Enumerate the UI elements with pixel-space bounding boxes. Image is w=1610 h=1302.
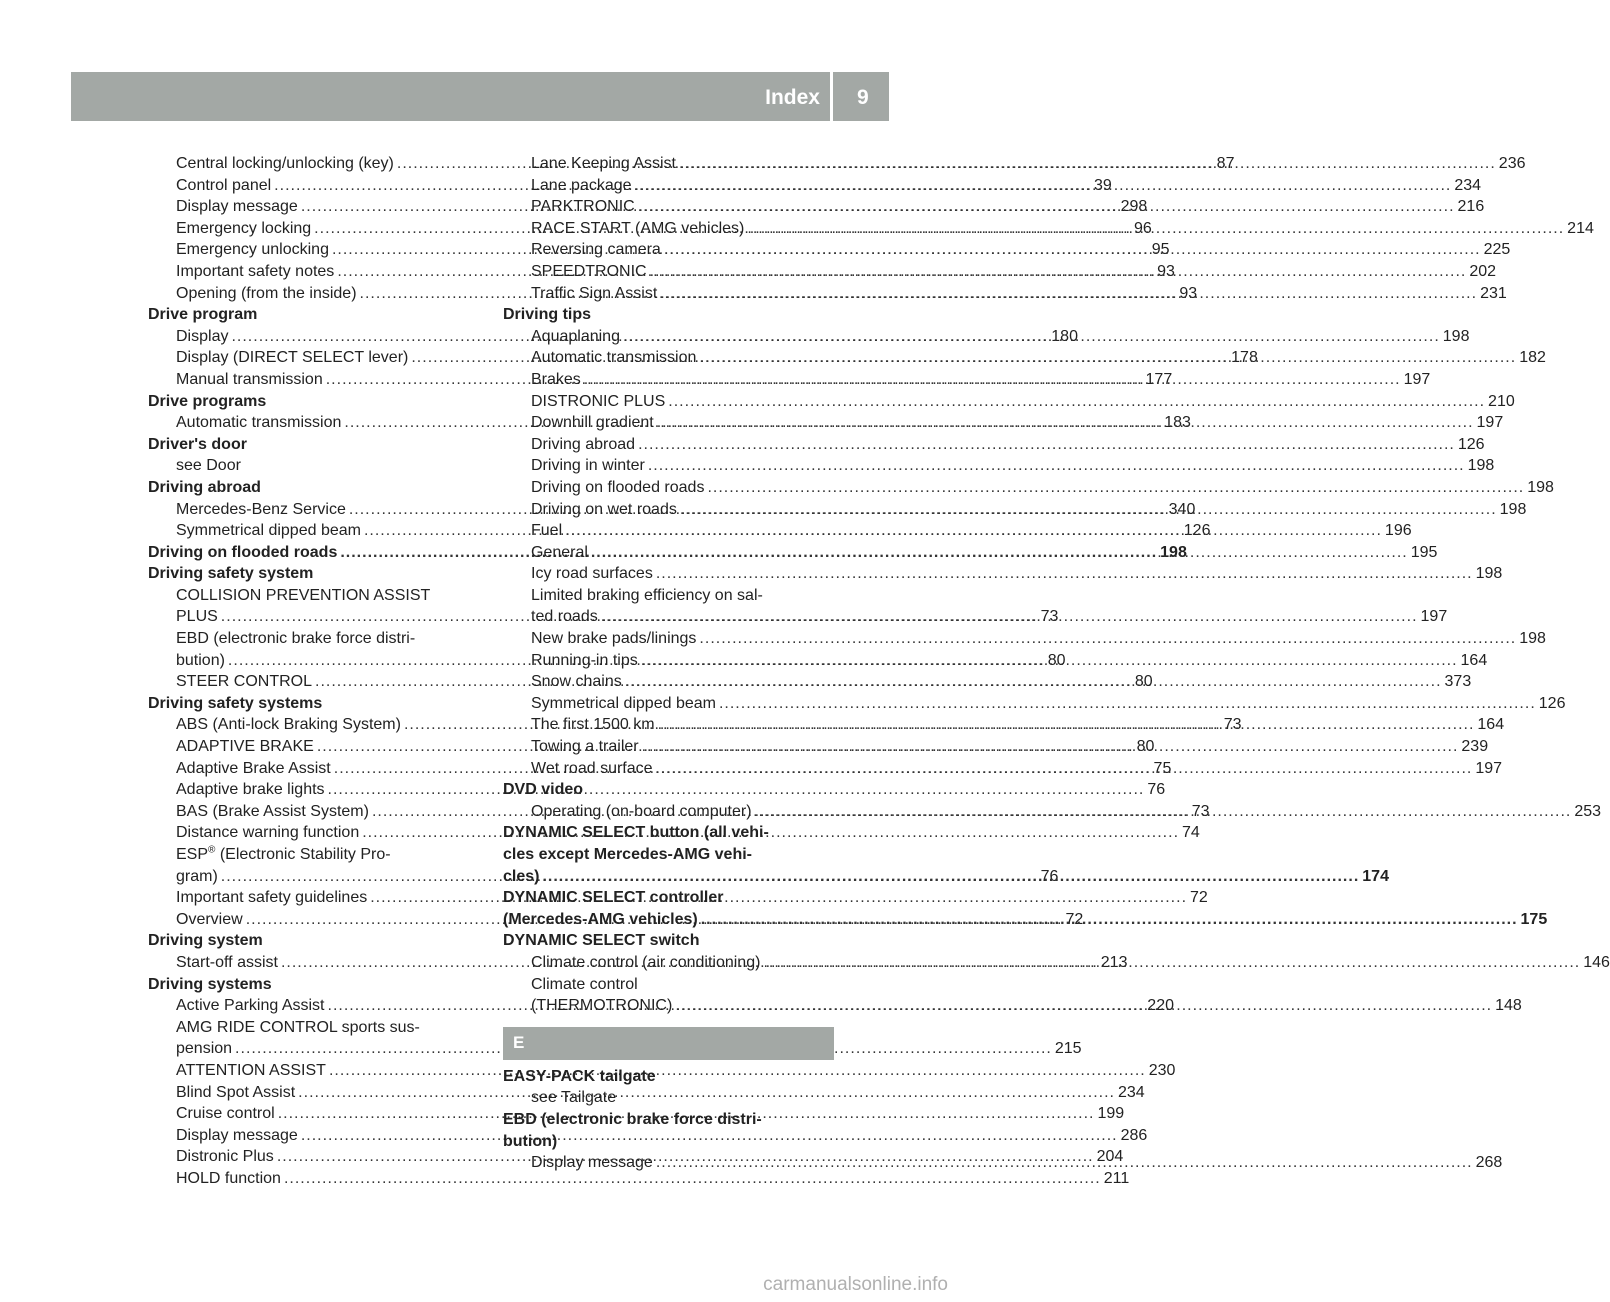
entry-label: Traffic Sign Assist bbox=[531, 284, 658, 302]
page-reference[interactable]: 180 bbox=[1051, 327, 1078, 345]
entry-label: Driver's door bbox=[148, 435, 247, 453]
entry-label: cles except Mercedes-AMG vehi- bbox=[503, 846, 752, 863]
index-heading bbox=[148, 563, 479, 585]
page-reference[interactable]: 199 bbox=[1097, 1105, 1125, 1123]
page-reference[interactable]: 80 bbox=[1134, 673, 1153, 691]
index-heading bbox=[148, 304, 479, 326]
leader-dots bbox=[655, 714, 1478, 736]
leader-dots bbox=[696, 347, 1519, 369]
leader-dots bbox=[657, 283, 1480, 305]
leader-dots bbox=[676, 153, 1499, 175]
entry-label: COLLISION PREVENTION ASSIST bbox=[176, 586, 431, 604]
index-entry[interactable] bbox=[148, 1038, 1082, 1060]
page-reference[interactable]: 195 bbox=[1410, 543, 1438, 561]
index-heading bbox=[503, 1066, 834, 1088]
entry-label: Symmetrical dipped beam bbox=[531, 694, 716, 712]
page-reference[interactable]: 198 bbox=[1160, 543, 1187, 561]
entry-label: Driving tips bbox=[503, 306, 592, 324]
index-entry bbox=[148, 628, 479, 650]
page-reference[interactable]: 75 bbox=[1153, 759, 1172, 777]
index-heading bbox=[148, 693, 479, 715]
entry-label: see Tailgate bbox=[531, 1089, 617, 1107]
section-letter: E bbox=[513, 1033, 525, 1053]
index-heading bbox=[148, 974, 479, 996]
leader-dots bbox=[581, 369, 1404, 391]
page-reference[interactable]: 198 bbox=[1475, 565, 1503, 583]
entry-label: Running-in tips bbox=[531, 651, 638, 669]
entry-label: Limited braking efficiency on sal- bbox=[531, 586, 763, 604]
page-reference[interactable]: 215 bbox=[1054, 1040, 1082, 1058]
page-reference[interactable]: 164 bbox=[1477, 716, 1505, 734]
entry-label: Distronic Plus bbox=[176, 1148, 274, 1166]
entry-label: PARKTRONIC bbox=[531, 198, 635, 216]
page-title: Index bbox=[765, 86, 820, 109]
leader-dots bbox=[653, 563, 1476, 585]
page-reference[interactable]: 164 bbox=[1460, 651, 1488, 669]
entry-label: SPEEDTRONIC bbox=[531, 262, 647, 280]
index-heading bbox=[503, 887, 834, 909]
page-reference[interactable]: 126 bbox=[1538, 694, 1566, 712]
entry-label: pension bbox=[176, 1040, 233, 1058]
entry-label: Snow chains bbox=[531, 673, 622, 691]
entry-label: Display (DIRECT SELECT lever) bbox=[176, 349, 409, 367]
entry-label: Symmetrical dipped beam bbox=[176, 522, 361, 540]
entry-label: ABS (Anti-lock Braking System) bbox=[176, 716, 401, 734]
entry-label: EBD (electronic brake force distri- bbox=[503, 1110, 762, 1128]
entry-label: Driving on wet roads bbox=[531, 500, 677, 518]
page-reference[interactable]: 286 bbox=[1120, 1126, 1148, 1144]
entry-label: Driving abroad bbox=[148, 478, 261, 496]
entry-label: Driving system bbox=[148, 932, 263, 950]
page-reference[interactable]: 198 bbox=[1467, 457, 1495, 475]
entry-label: see Door bbox=[176, 457, 241, 475]
entry-label: Automatic transmission bbox=[531, 349, 697, 367]
entry-label: Display message bbox=[176, 198, 298, 216]
index-entry bbox=[503, 585, 834, 607]
page-reference[interactable]: 148 bbox=[1495, 997, 1522, 1015]
leader-dots bbox=[744, 218, 1567, 240]
page-reference[interactable]: 230 bbox=[1148, 1061, 1176, 1079]
entry-label: Brakes bbox=[531, 370, 581, 388]
page-reference[interactable]: 373 bbox=[1444, 673, 1472, 691]
page-reference[interactable]: 211 bbox=[1103, 1169, 1130, 1187]
page-reference[interactable]: 198 bbox=[1499, 500, 1527, 518]
page-reference[interactable]: 236 bbox=[1498, 155, 1526, 172]
page-reference[interactable]: 74 bbox=[1182, 824, 1200, 842]
entry-label: Start-off assist bbox=[176, 953, 278, 971]
page-number: 9 bbox=[857, 86, 869, 109]
entry-label: Display message bbox=[176, 1126, 298, 1144]
leader-dots bbox=[598, 606, 1421, 628]
page-reference[interactable]: 213 bbox=[1100, 953, 1128, 971]
leader-dots bbox=[654, 412, 1477, 434]
page-reference[interactable]: 197 bbox=[1476, 414, 1504, 432]
entry-label: Important safety guidelines bbox=[176, 889, 368, 907]
page-reference[interactable]: 197 bbox=[1420, 608, 1448, 626]
page-reference[interactable]: 234 bbox=[1117, 1083, 1145, 1101]
entry-label: Fuel bbox=[531, 522, 563, 540]
entry-label: Reversing camera bbox=[531, 241, 661, 259]
page-reference[interactable]: 73 bbox=[1191, 802, 1210, 820]
entry-label: General bbox=[531, 543, 588, 561]
entry-label: Display bbox=[176, 327, 229, 345]
entry-label: bution) bbox=[176, 651, 225, 669]
leader-dots bbox=[622, 671, 1445, 693]
entry-label: bution) bbox=[503, 1132, 558, 1150]
entry-label: Climate control (air conditioning) bbox=[531, 953, 761, 971]
entry-label: ted roads bbox=[531, 608, 598, 626]
leader-dots bbox=[632, 175, 1455, 197]
page-reference[interactable]: 178 bbox=[1231, 349, 1258, 367]
index-heading bbox=[148, 391, 479, 413]
page-reference[interactable]: 39 bbox=[1093, 176, 1112, 194]
page-reference[interactable]: 198 bbox=[1527, 478, 1554, 496]
entry-label: Towing a trailer bbox=[531, 738, 639, 756]
page-reference[interactable]: 198 bbox=[1442, 327, 1470, 345]
index-entry bbox=[503, 974, 834, 996]
page-reference[interactable]: 220 bbox=[1147, 997, 1174, 1015]
page-reference[interactable]: 239 bbox=[1461, 738, 1489, 756]
leader-dots bbox=[645, 455, 1468, 477]
section-header bbox=[503, 1027, 834, 1060]
index-entry bbox=[148, 455, 479, 477]
page-reference[interactable]: 202 bbox=[1469, 262, 1497, 280]
entry-label: DISTRONIC PLUS bbox=[531, 392, 666, 410]
page-reference[interactable]: 93 bbox=[1157, 262, 1175, 280]
leader-dots bbox=[696, 628, 1519, 650]
entry-label: Drive programs bbox=[148, 392, 267, 410]
page-reference[interactable]: 216 bbox=[1457, 198, 1485, 216]
entry-label: Adaptive brake lights bbox=[176, 781, 325, 799]
page-reference[interactable]: 96 bbox=[1133, 219, 1152, 237]
entry-label: Mercedes-Benz Service bbox=[176, 500, 346, 518]
page-reference[interactable]: 198 bbox=[1519, 630, 1546, 648]
entry-label: Emergency locking bbox=[176, 219, 312, 237]
entry-label: Opening (from the inside) bbox=[176, 284, 357, 302]
entry-label: Cruise control bbox=[176, 1105, 275, 1123]
entry-label: Operating (on-board computer) bbox=[531, 802, 752, 820]
page-reference[interactable]: 93 bbox=[1179, 284, 1198, 302]
entry-label: Driving in winter bbox=[531, 457, 645, 475]
entry-label: PLUS bbox=[176, 608, 218, 626]
index-entry[interactable] bbox=[503, 563, 1503, 585]
entry-label: Aquaplaning bbox=[531, 327, 620, 345]
index-entry[interactable] bbox=[503, 477, 1554, 499]
entry-label: Active Parking Assist bbox=[176, 997, 325, 1015]
entry-label: AMG RIDE CONTROL sports sus- bbox=[176, 1018, 420, 1036]
leader-dots bbox=[677, 499, 1500, 521]
page-reference[interactable]: 210 bbox=[1488, 392, 1515, 410]
entry-label: STEER CONTROL bbox=[176, 673, 313, 691]
page-reference[interactable]: 76 bbox=[1040, 867, 1059, 885]
leader-dots bbox=[588, 542, 1411, 564]
page-reference[interactable]: 126 bbox=[1183, 522, 1211, 540]
index-entry[interactable] bbox=[503, 434, 1485, 456]
entry-label: EASY-PACK tailgate bbox=[503, 1067, 656, 1085]
index-entry bbox=[148, 1017, 479, 1039]
page-reference[interactable]: 183 bbox=[1164, 414, 1191, 432]
page-reference[interactable]: 177 bbox=[1145, 370, 1173, 388]
entry-label: Manual transmission bbox=[176, 370, 323, 388]
leader-dots bbox=[672, 995, 1495, 1017]
entry-label: DYNAMIC SELECT button (all vehi- bbox=[503, 824, 769, 842]
page-reference[interactable]: 231 bbox=[1480, 284, 1507, 302]
page-reference[interactable]: 298 bbox=[1120, 198, 1148, 216]
page-reference[interactable]: 182 bbox=[1519, 349, 1546, 367]
entry-label: DVD video bbox=[503, 781, 584, 799]
entry-label: Distance warning function bbox=[176, 824, 360, 842]
page-reference[interactable]: 87 bbox=[1216, 155, 1235, 172]
entry-label: Overview bbox=[176, 910, 243, 928]
entry-label: Automatic transmission bbox=[176, 414, 342, 432]
entry-label: EBD (electronic brake force distri- bbox=[176, 630, 416, 648]
page-reference[interactable]: 197 bbox=[1475, 759, 1503, 777]
page-reference[interactable]: 340 bbox=[1168, 500, 1196, 518]
index-entry[interactable] bbox=[148, 1168, 1130, 1190]
entry-label: Important safety notes bbox=[176, 262, 335, 280]
entry-label: Blind Spot Assist bbox=[176, 1083, 296, 1101]
leader-dots bbox=[752, 801, 1575, 823]
entry-label: Driving safety system bbox=[148, 565, 314, 583]
leader-dots bbox=[647, 261, 1470, 283]
page-reference[interactable]: 175 bbox=[1520, 910, 1548, 928]
entry-label: RACE START (AMG vehicles) bbox=[531, 219, 745, 237]
index-heading bbox=[503, 1109, 834, 1131]
page-reference[interactable]: 73 bbox=[1223, 716, 1242, 734]
entry-label: Emergency unlocking bbox=[176, 241, 329, 259]
entry-label: Adaptive Brake Assist bbox=[176, 759, 331, 777]
index-heading bbox=[503, 822, 834, 844]
page-reference[interactable]: 174 bbox=[1362, 867, 1389, 885]
page-reference[interactable]: 234 bbox=[1454, 176, 1482, 194]
watermark: carmanualsonline.info bbox=[763, 1274, 948, 1295]
index-heading bbox=[148, 477, 479, 499]
entry-label: Control panel bbox=[176, 176, 272, 194]
page-reference[interactable]: 146 bbox=[1583, 953, 1610, 971]
page-reference[interactable]: 73 bbox=[1040, 608, 1059, 626]
index-heading bbox=[148, 434, 479, 456]
entry-label: Icy road surfaces bbox=[531, 565, 653, 583]
header-divider bbox=[830, 72, 833, 121]
entry-label: gram) bbox=[176, 867, 218, 885]
entry-label: DYNAMIC SELECT switch bbox=[503, 932, 700, 950]
leader-dots bbox=[635, 434, 1458, 456]
entry-label: Downhill gradient bbox=[531, 414, 654, 432]
page-reference[interactable]: 197 bbox=[1403, 370, 1431, 388]
entry-label: ESP® (Electronic Stability Pro- bbox=[176, 844, 391, 863]
leader-dots bbox=[620, 326, 1443, 348]
index-entry bbox=[148, 585, 479, 607]
leader-dots bbox=[716, 693, 1539, 715]
entry-label: The first 1500 km bbox=[531, 716, 655, 734]
entry-label: Wet road surface bbox=[531, 759, 653, 777]
entry-label: Drive program bbox=[148, 306, 258, 324]
entry-label: Display message bbox=[531, 1154, 653, 1172]
page-reference[interactable]: 253 bbox=[1574, 802, 1602, 820]
index-entry[interactable] bbox=[503, 693, 1566, 715]
entry-label: Driving safety systems bbox=[148, 694, 323, 712]
entry-label: Lane package bbox=[531, 176, 632, 194]
entry-label: ADAPTIVE BRAKE bbox=[176, 738, 314, 756]
entry-label: Driving abroad bbox=[531, 435, 636, 453]
entry-label: Lane Keeping Assist bbox=[531, 155, 676, 172]
leader-dots bbox=[639, 736, 1462, 758]
page-reference[interactable]: 268 bbox=[1475, 1154, 1503, 1172]
index-heading bbox=[503, 1131, 834, 1153]
entry-label: Central locking/unlocking (key) bbox=[176, 155, 394, 172]
entry-label: (Mercedes-AMG vehicles) bbox=[503, 910, 698, 928]
page-reference[interactable]: 225 bbox=[1483, 241, 1511, 259]
entry-label: HOLD function bbox=[176, 1169, 281, 1187]
leader-dots bbox=[653, 758, 1476, 780]
leader-dots bbox=[635, 196, 1458, 218]
entry-label: (THERMOTRONIC) bbox=[531, 997, 673, 1015]
entry-label: DYNAMIC SELECT controller bbox=[503, 889, 724, 907]
entry-label: BAS (Brake Assist System) bbox=[176, 802, 369, 820]
leader-dots bbox=[698, 909, 1521, 931]
leader-dots bbox=[760, 952, 1583, 974]
index-entry[interactable] bbox=[503, 391, 1515, 413]
entry-label: New brake pads/linings bbox=[531, 630, 697, 648]
entry-label: Driving on flooded roads bbox=[148, 543, 338, 561]
index-heading bbox=[503, 844, 834, 866]
entry-label: cles) bbox=[503, 867, 540, 885]
entry-label: Climate control bbox=[531, 975, 638, 993]
page-reference[interactable]: 95 bbox=[1151, 241, 1170, 259]
entry-label: ATTENTION ASSIST bbox=[176, 1061, 326, 1079]
leader-dots bbox=[661, 239, 1484, 261]
page-reference[interactable]: 196 bbox=[1384, 522, 1412, 540]
page-reference[interactable]: 204 bbox=[1096, 1148, 1124, 1166]
index-entry bbox=[148, 844, 479, 866]
entry-label: Driving on flooded roads bbox=[531, 478, 705, 496]
page-reference[interactable]: 72 bbox=[1190, 889, 1208, 907]
page-reference[interactable]: 76 bbox=[1147, 781, 1166, 799]
page-reference[interactable]: 214 bbox=[1567, 219, 1594, 237]
index-entry[interactable] bbox=[503, 628, 1546, 650]
leader-dots bbox=[665, 391, 1488, 413]
index-entry bbox=[503, 1087, 834, 1109]
leader-dots bbox=[539, 866, 1362, 888]
index-heading bbox=[503, 304, 834, 326]
leader-dots bbox=[638, 650, 1461, 672]
page-reference[interactable]: 80 bbox=[1047, 651, 1066, 669]
page-reference[interactable]: 80 bbox=[1136, 738, 1155, 756]
page-reference[interactable]: 126 bbox=[1457, 435, 1485, 453]
leader-dots bbox=[562, 520, 1385, 542]
leader-dots bbox=[653, 1152, 1476, 1174]
index-heading bbox=[503, 930, 834, 952]
index-entry[interactable] bbox=[503, 455, 1495, 477]
page-reference[interactable]: 72 bbox=[1065, 910, 1084, 928]
index-heading bbox=[148, 930, 479, 952]
entry-label: Driving systems bbox=[148, 975, 272, 993]
leader-dots bbox=[704, 477, 1527, 499]
index-heading bbox=[503, 779, 834, 801]
